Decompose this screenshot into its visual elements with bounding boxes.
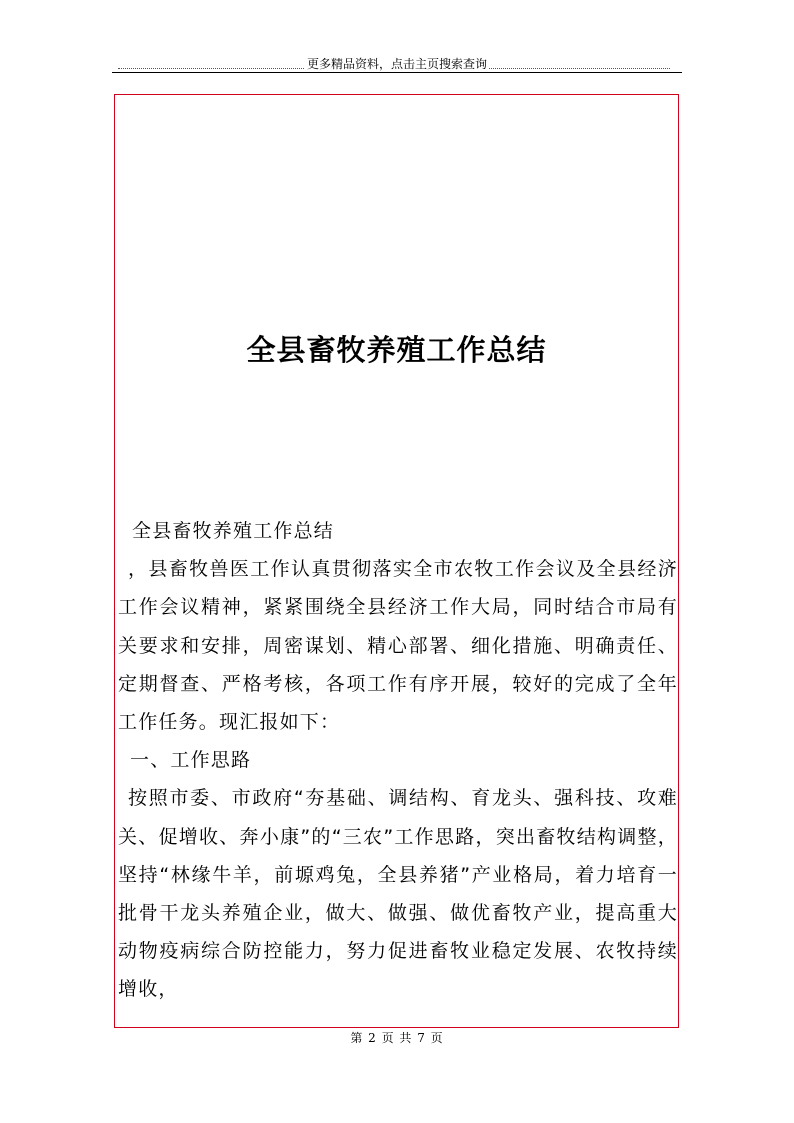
- document-subtitle: 全县畜牧养殖工作总结: [132, 520, 335, 542]
- header-rule: [112, 72, 682, 73]
- document-title: 全县畜牧养殖工作总结: [246, 333, 547, 367]
- section-paragraph: 按照市委、市政府“夯基础、调结构、育龙头、强科技、攻难关、促增收、奔小康”的“三农”工作思路，突出畜牧结构调整，坚持“林缘牛羊，前塬鸡兔，全县养猪”产业格局，着力培育一批骨干龙头养殖企业，做大、做强、做优畜牧产业，提高重大动物疫病综合防控能力，努力促进畜牧业稳定发展、农牧持续增收，: [118, 787, 678, 1001]
- header-text: 更多精品资料，点击主页搜索查询: [306, 57, 487, 71]
- document-body: [118, 512, 678, 1009]
- section-heading: 一、工作思路: [130, 749, 252, 772]
- page-header: [0, 57, 794, 71]
- intro-paragraph: ，县畜牧兽医工作认真贯彻落实全市农牧工作会议及全县经济工作会议精神，紧紧围绕全县经济工作大局，同时结合市局有关要求和安排，周密谋划、精心部署、细化措施、明确责任、定期督查、严格考核，各项工作有序开展，较好的完成了全年工作任务。现汇报如下：: [118, 558, 678, 734]
- page-footer: 第 2 页 共 7 页: [350, 1031, 444, 1045]
